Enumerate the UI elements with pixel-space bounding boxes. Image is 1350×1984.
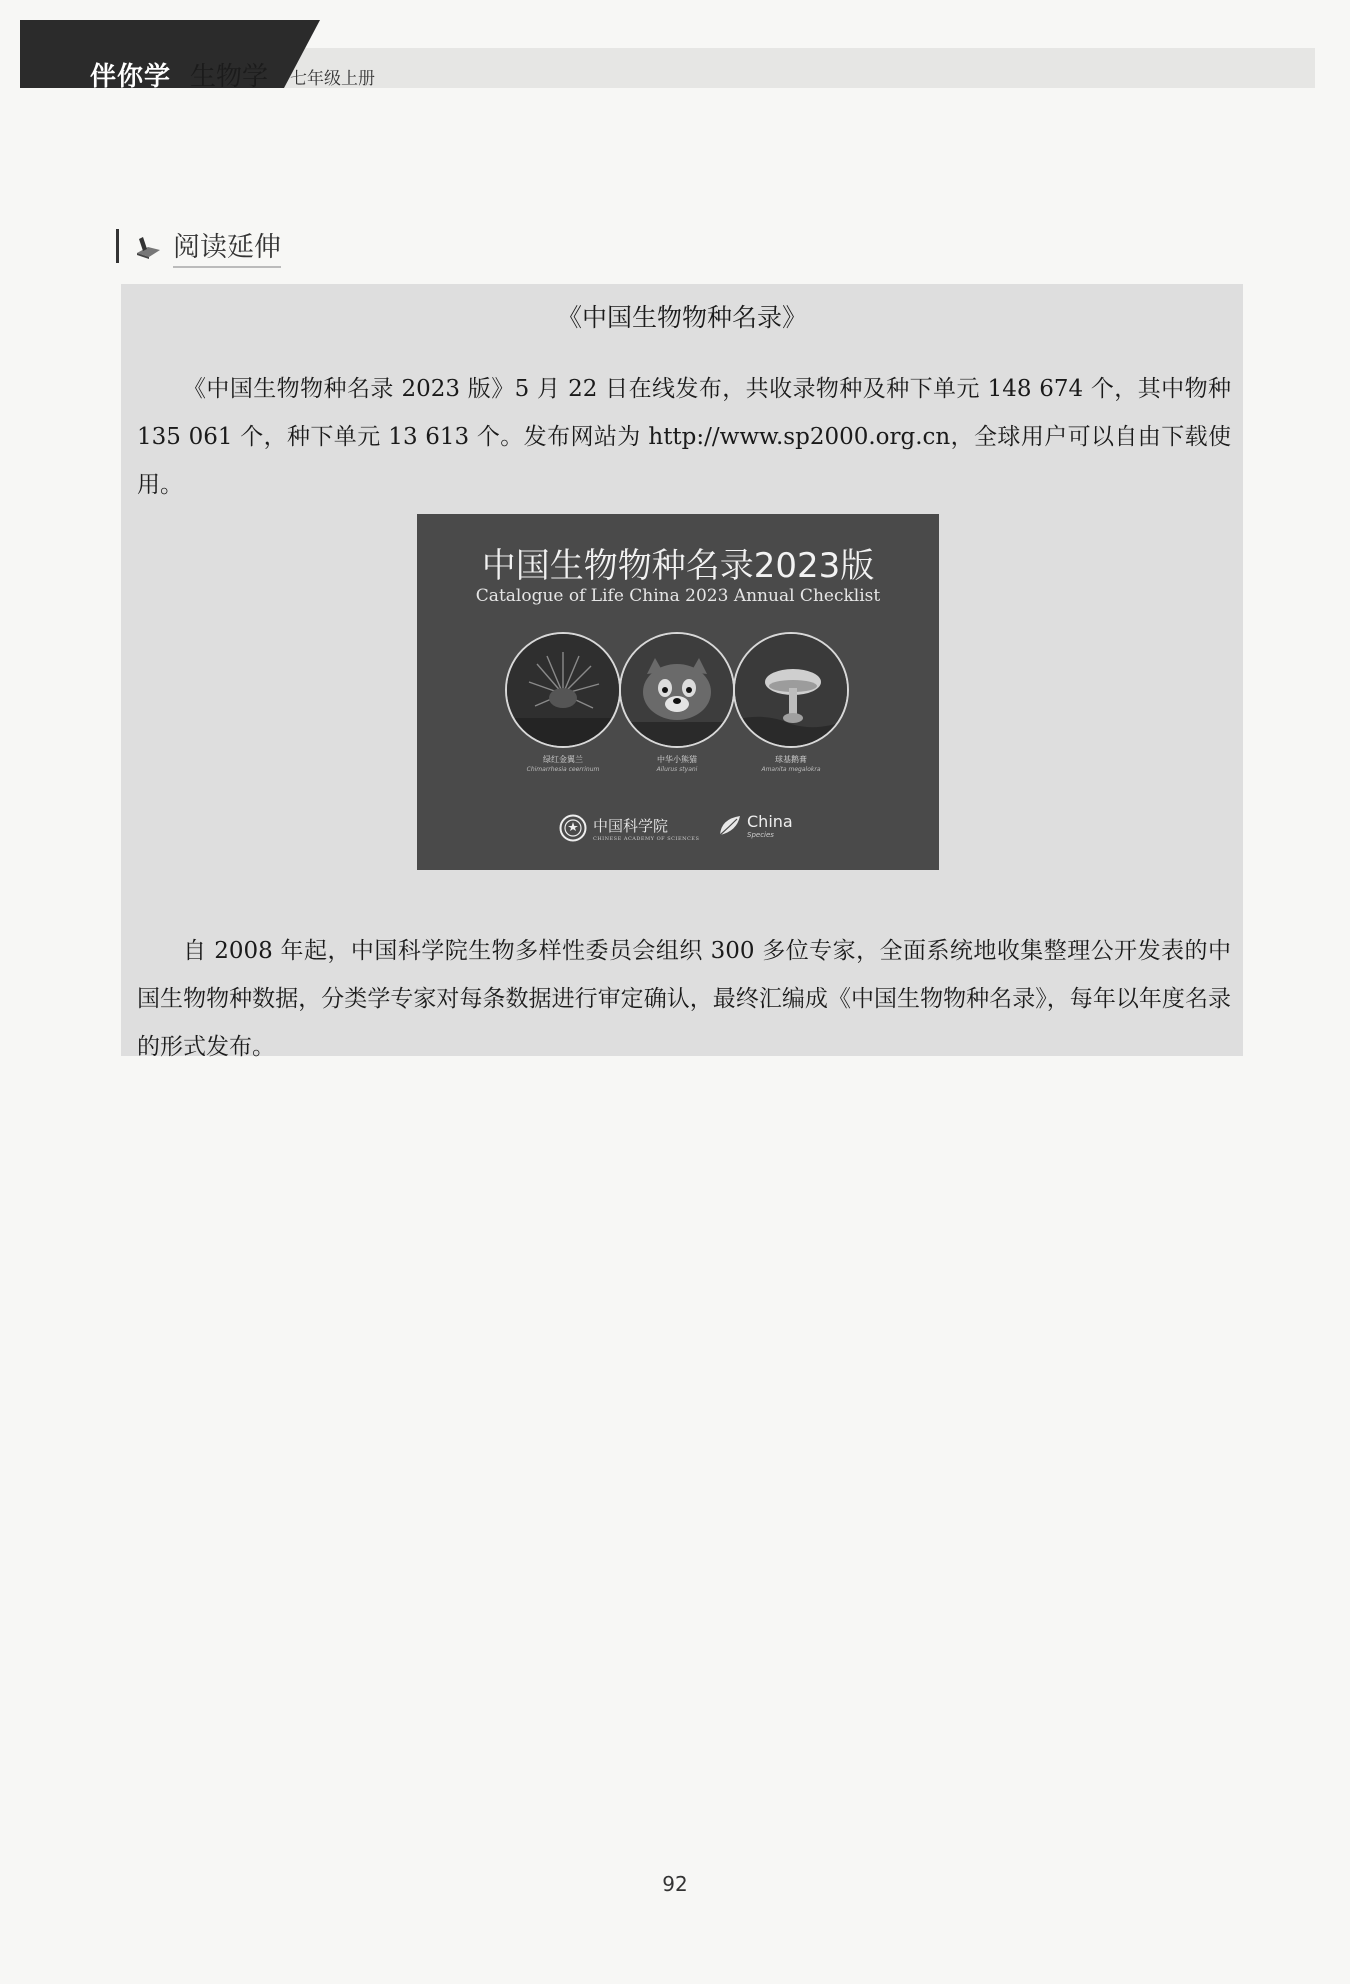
red-panda-photo xyxy=(619,632,735,748)
cas-logo xyxy=(559,814,699,842)
cas-seal-icon xyxy=(559,814,587,842)
leaf-icon xyxy=(717,813,743,839)
red-panda-caption xyxy=(621,754,733,773)
header-subject: 生物学 xyxy=(190,62,269,92)
orchid-caption-cn: 绿红金翼兰 xyxy=(543,755,583,764)
mushroom-caption-cn: 球基鹅膏 xyxy=(775,755,807,764)
reading-paragraph-2: 自 2008 年起，中国科学院生物多样性委员会组织 300 多位专家，全面系统地收集整理公开发表的中国生物物种数据，分类学专家对每条数据进行审定确认，最终汇编成《中国生物物种名录》，每年以年度名录的形式发布。 xyxy=(137,938,1231,1060)
header-band xyxy=(275,48,1315,88)
cover-title-en: Catalogue of Life China 2023 Annual Checklist xyxy=(475,586,881,606)
red-panda-caption-cn: 中华小熊猫 xyxy=(657,755,697,764)
mushroom-caption xyxy=(735,754,847,773)
header-grade: 七年级上册 xyxy=(290,69,375,89)
china-species-logo xyxy=(717,812,793,839)
orchid-photo xyxy=(505,632,621,748)
orchid-caption xyxy=(507,754,619,773)
section-bar xyxy=(116,229,119,263)
reading-box xyxy=(121,284,1243,1060)
reading-title: 《中国生物物种名录》 xyxy=(556,303,807,332)
orchid-caption-latin: Chimarrhesia ceerrinum xyxy=(526,766,600,773)
section-title: 阅读延伸 xyxy=(173,225,281,268)
cover-title-cn: 中国生物物种名录2023版 xyxy=(481,546,875,586)
book-icon xyxy=(133,231,163,261)
china-logo-text: China xyxy=(747,812,793,831)
catalogue-cover-image xyxy=(417,514,939,870)
cas-logo-text-en: CHINESE ACADEMY OF SCIENCES xyxy=(593,835,700,842)
china-logo-subtext: Species xyxy=(747,831,774,839)
cas-logo-text: 中国科学院 xyxy=(593,816,669,835)
red-panda-caption-latin: Ailurus styani xyxy=(656,766,698,773)
page-header xyxy=(20,20,1315,92)
page-number: 92 xyxy=(662,1872,688,1896)
header-brand: 伴你学 xyxy=(90,62,172,92)
section-heading xyxy=(116,226,281,266)
mushroom-photo xyxy=(733,632,849,748)
mushroom-caption-latin: Amanita megalokra xyxy=(761,766,821,773)
reading-paragraph-1: 《中国生物物种名录 2023 版》5 月 22 日在线发布，共收录物种及种下单元 148 674 个，其中物种 135 061 个，种下单元 13 613 个。发布网站为 http://www.sp2000.org.cn，全球用户可以自由下载使用。 xyxy=(137,376,1231,498)
